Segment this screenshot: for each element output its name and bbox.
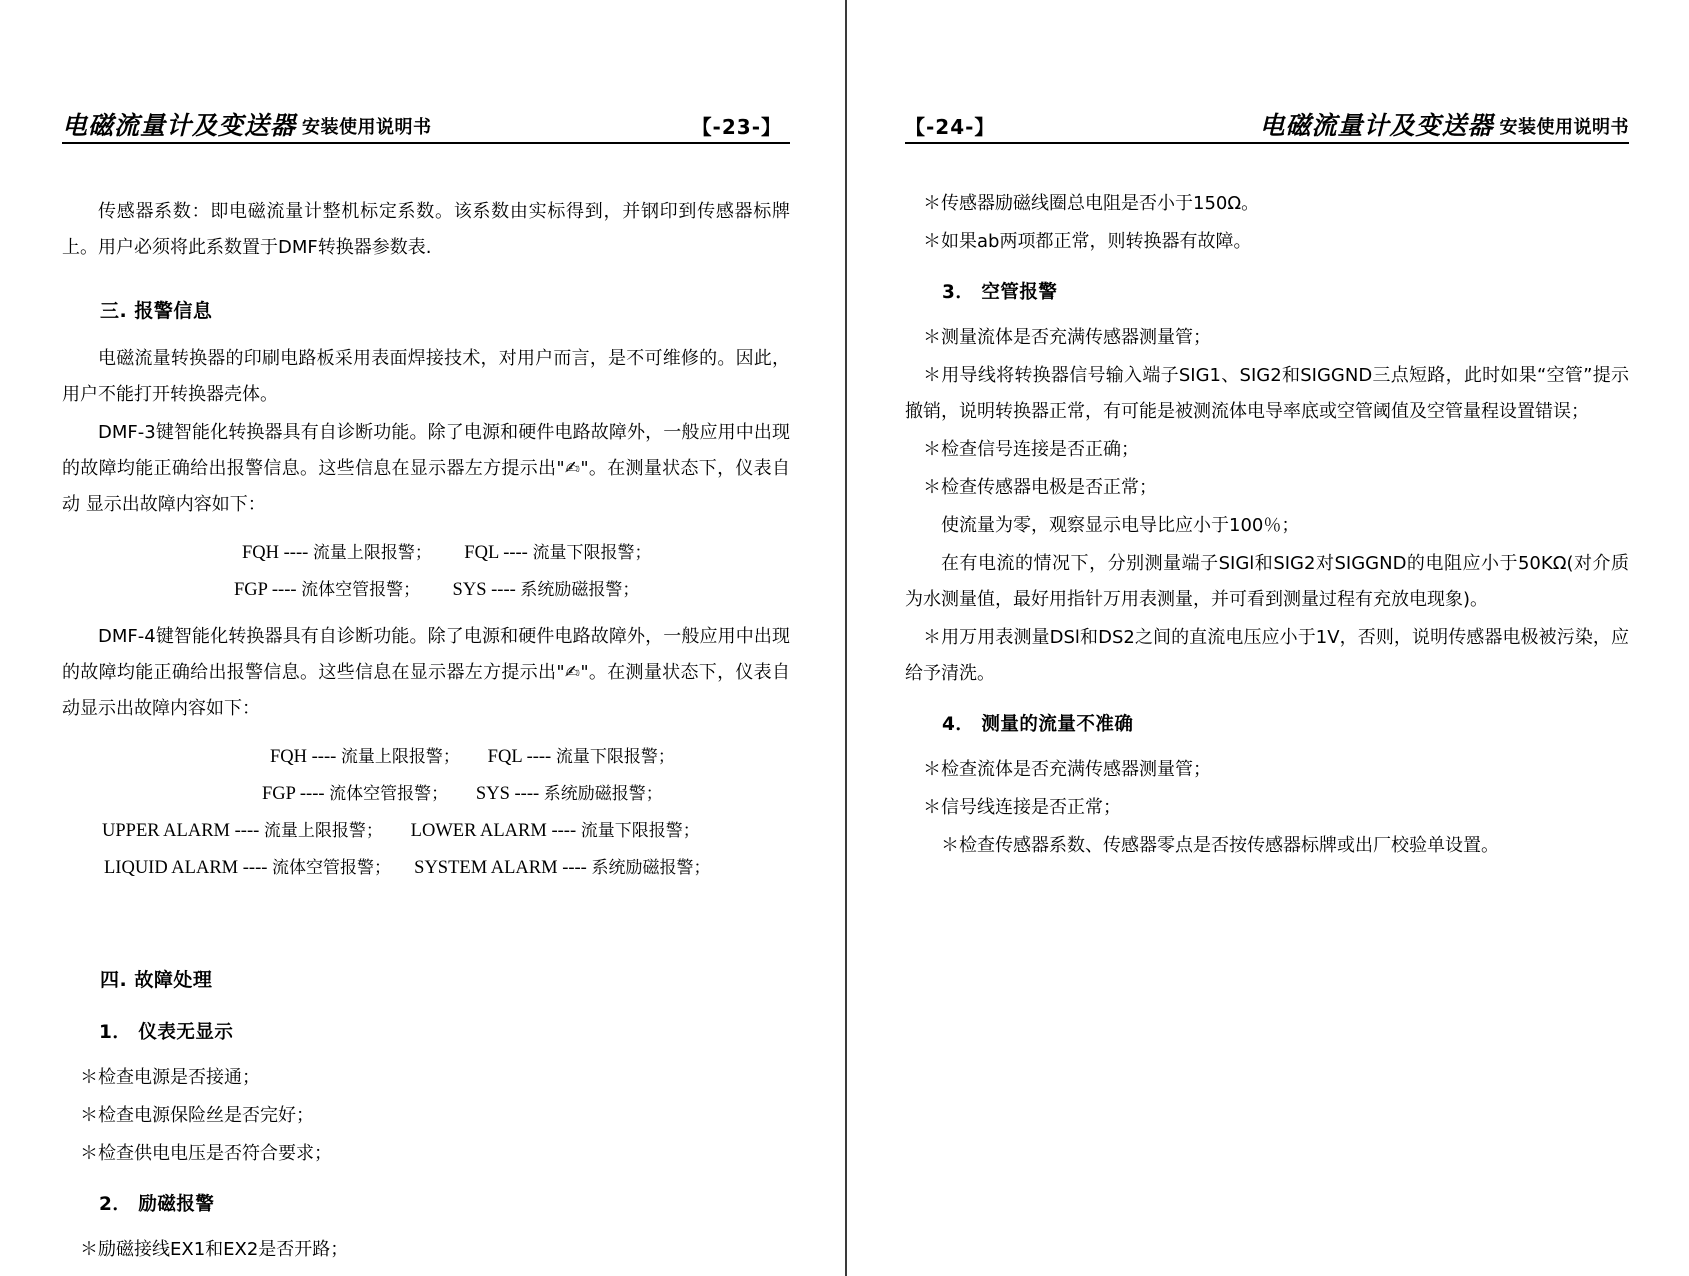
item3-heading: 3． 空管报警 [942, 282, 1058, 303]
page-left-header [62, 0, 790, 144]
paragraph-3: DMF-4键智能化转换器具有自诊断功能。除了电源和硬件电路故障外，一般应用中出现的故障均能正确给出报警信息。这些信息在显示器左方提示出"✍"。在测量状态下，仪表自动显示出故障内容如下： [62, 625, 790, 719]
code2-right-3: LOWER ALARM [410, 820, 547, 841]
item3-line-7: ＊用万用表测量DSl和DS2之间的直流电压应小于1V，否则，说明传感器电极被污染，应给予清洗。 [905, 626, 1629, 684]
code2-left-desc-2: 流体空管报警； [329, 783, 449, 804]
section-heading-3: 三. 报警信息 [100, 300, 213, 322]
paragraph-2: DMF-3键智能化转换器具有自诊断功能。除了电源和硬件电路故障外，一般应用中出现的故障均能正确给出报警信息。这些信息在显示器左方提示出"✍"。在测量状态下，仪表自动 显示出故障内容如下： [62, 421, 790, 515]
item1-line-3: ＊检查供电电压是否符合要求； [80, 1142, 332, 1164]
page-right [845, 0, 1689, 1276]
item2-heading: 2． 励磁报警 [99, 1193, 215, 1215]
item4-line-1: ＊检查流体是否充满传感器测量管； [923, 758, 1211, 780]
code-right-desc-1: 流量下限报警； [532, 542, 652, 563]
code2-left-desc-1: 流量上限报警； [340, 746, 460, 767]
code-right-2: SYS [452, 579, 487, 600]
page-number-right: 【-24-】 [905, 115, 996, 139]
code2-left-desc-4: 流体空管报警； [272, 857, 392, 878]
code2-right-2: SYS [475, 783, 510, 804]
code-left-desc-2: 流体空管报警； [301, 579, 421, 600]
header-subtitle: 安装使用说明书 [302, 117, 432, 138]
page-right-header [905, 0, 1629, 144]
code2-left-desc-3: 流量上限报警； [263, 820, 383, 841]
code2-left-1: FQH [270, 746, 308, 767]
code-left-1: FQH [242, 542, 280, 563]
item3-line-5: 使流量为零，观察显示电导比应小于100％； [941, 514, 1300, 536]
item3-line-3: ＊检查信号连接是否正确； [923, 438, 1139, 460]
item1-line-2: ＊检查电源保险丝是否完好； [80, 1104, 314, 1126]
dmf4-code-row-3: UPPER ALARM ---- 流量上限报警； LOWER ALARM ---- 流量下限报警； [102, 820, 700, 841]
code-right-desc-2: 系统励磁报警； [520, 579, 640, 600]
code-left-desc-1: 流量上限报警； [312, 542, 432, 563]
header-rule-right [905, 142, 1629, 144]
item3-line-6: 在有电流的情况下，分别测量端子SIGl和SIG2对SIGGND的电阻应小于50KΩ(对介质为水测量值，最好用指针万用表测量，并可看到测量过程有充放电现象)。 [905, 552, 1629, 610]
dmf3-code-row-2: FGP ---- 流体空管报警； SYS ---- 系统励磁报警； [234, 579, 640, 600]
item4-heading: 4． 测量的流量不准确 [942, 713, 1134, 735]
header-title-right: 电磁流量计及变送器 [1259, 111, 1494, 140]
dmf4-code-row-1: FQH ---- 流量上限报警； FQL ---- 流量下限报警； [270, 746, 675, 767]
item3-line-2: ＊用导线将转换器信号输入端子SIG1、SIG2和SIGGND三点短路，此时如果“空管”提示撤销，说明转换器正常，有可能是被测流体电导率底或空管阈值及空管量程设置错误； [905, 364, 1629, 422]
item3-line-1: ＊测量流体是否充满传感器测量管； [923, 326, 1211, 348]
item4-line-2: ＊信号线连接是否正常； [923, 796, 1121, 818]
code2-right-4: SYSTEM ALARM [414, 857, 558, 878]
item2-line-1: ＊励磁接线EX1和EX2是否开路； [80, 1238, 349, 1260]
code2-right-desc-2: 系统励磁报警； [543, 783, 663, 804]
code2-right-1: FQL [487, 746, 522, 767]
section-heading-4: 四. 故障处理 [100, 968, 213, 991]
code2-left-2: FGP [262, 783, 296, 804]
page-number-left: 【-23-】 [691, 115, 782, 139]
right-top-line-2: ＊如果ab两项都正常，则转换器有故障。 [923, 231, 1252, 252]
code2-left-4: LIQUID ALARM [104, 857, 239, 878]
item4-line-3: ＊检查传感器系数、传感器零点是否按传感器标牌或出厂校验单设置。 [941, 834, 1499, 856]
page-right-body [905, 144, 1629, 864]
code-right-1: FQL [464, 542, 499, 563]
header-rule [62, 142, 790, 144]
intro-paragraph: 传感器系数：即电磁流量计整机标定系数。该系数由实标得到，并钢印到传感器标牌上。用户必须将此系数置于DMF转换器参数表. [62, 201, 790, 258]
paragraph-1: 电磁流量转换器的印刷电路板采用表面焊接技术，对用户而言，是不可维修的。因此，用户不能打开转换器壳体。 [62, 347, 790, 405]
item1-heading: 1． 仪表无显示 [99, 1021, 234, 1043]
code2-right-desc-4: 系统励磁报警； [591, 857, 711, 878]
right-top-line-1: ＊传感器励磁线圈总电阻是否小于150Ω。 [923, 193, 1260, 214]
dmf4-code-row-4: LIQUID ALARM ---- 流体空管报警； SYSTEM ALARM ---- 系统励磁报警； [104, 857, 711, 878]
item3-line-4: ＊检查传感器电极是否正常； [923, 476, 1157, 498]
code2-right-desc-3: 流量下限报警； [580, 820, 700, 841]
dmf4-code-row-2: FGP ---- 流体空管报警； SYS ---- 系统励磁报警； [262, 783, 663, 804]
code2-right-desc-1: 流量下限报警； [555, 746, 675, 767]
page-left-body [62, 144, 790, 1268]
dmf3-code-row-1: FQH ---- 流量上限报警； FQL ---- 流量下限报警； [242, 542, 652, 563]
header-subtitle-right: 安装使用说明书 [1499, 117, 1629, 138]
header-title: 电磁流量计及变送器 [62, 111, 297, 140]
code-left-2: FGP [234, 579, 268, 600]
code2-left-3: UPPER ALARM [102, 820, 230, 841]
item1-line-1: ＊检查电源是否接通； [80, 1066, 260, 1088]
